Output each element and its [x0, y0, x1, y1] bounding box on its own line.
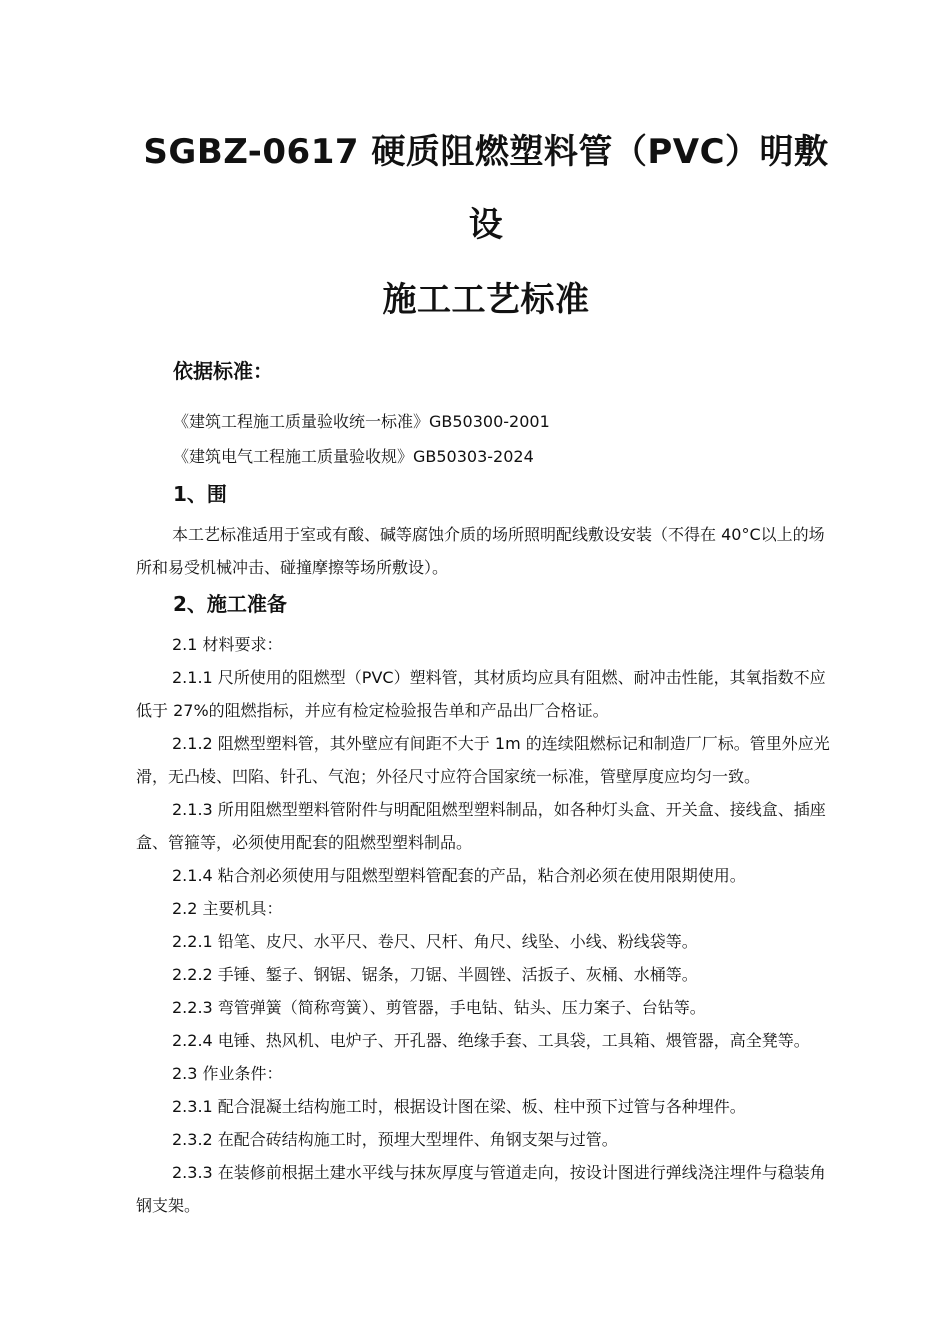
document-title-line-1: SGBZ-0617 硬质阻燃塑料管（PVC）明敷 [143, 132, 829, 172]
paragraph-2-2-3: 2.2.3 弯管弹簧（简称弯簧）、剪管器，手电钻、钻头、压力案子、台钻等。 [172, 998, 706, 1017]
basis-standard-2: 《建筑电气工程施工质量验收规》GB50303-2024 [173, 447, 534, 466]
paragraph-2-2-4: 2.2.4 电锤、热风机、电炉子、开孔器、绝缘手套、工具袋，工具箱、煨管器，高全凳等。 [172, 1031, 810, 1050]
document-title-line-3: 施工工艺标准 [382, 280, 590, 320]
paragraph-2-2: 2.2 主要机具： [172, 899, 283, 918]
document-title-line-2: 设 [468, 205, 504, 245]
paragraph-2-3-1: 2.3.1 配合混凝土结构施工时，根据设计图在梁、板、柱中预下过管与各种埋件。 [172, 1097, 746, 1116]
paragraph-2-1-2: 2.1.2 阻燃型塑料管，其外壁应有间距不大于 1m 的连续阻燃标记和制造厂厂标。管里外应光滑，无凸棱、凹陷、针孔、气泡；外径尺寸应符合国家统一标准，管壁厚度应均匀一致。 [136, 734, 830, 786]
section-2-heading: 2、施工准备 [173, 592, 287, 616]
paragraph-2-3: 2.3 作业条件： [172, 1064, 283, 1083]
basis-heading: 依据标准： [173, 359, 273, 383]
paragraph-2-1-1: 2.1.1 尺所使用的阻燃型（PVC）塑料管，其材质均应具有阻燃、耐冲击性能，其氧指数不应低于 27%的阻燃指标，并应有检定检验报告单和产品出厂合格证。 [136, 668, 826, 720]
paragraph-2-1: 2.1 材料要求： [172, 635, 283, 654]
basis-standard-1: 《建筑工程施工质量验收统一标准》GB50300-2001 [173, 412, 550, 431]
paragraph-2-1-3: 2.1.3 所用阻燃型塑料管附件与明配阻燃型塑料制品，如各种灯头盒、开关盒、接线盒、插座盒、管箍等，必须使用配套的阻燃型塑料制品。 [136, 800, 826, 852]
paragraph-2-3-3: 2.3.3 在装修前根据土建水平线与抹灰厚度与管道走向，按设计图进行弹线浇注埋件与稳装角钢支架。 [136, 1163, 826, 1215]
section-1-paragraph: 本工艺标准适用于室或有酸、碱等腐蚀介质的场所照明配线敷设安装（不得在 40°C以上的场所和易受机械冲击、碰撞摩擦等场所敷设）。 [136, 525, 825, 577]
paragraph-2-2-1: 2.2.1 铅笔、皮尺、水平尺、卷尺、尺杆、角尺、线坠、小线、粉线袋等。 [172, 932, 698, 951]
paragraph-2-3-2: 2.3.2 在配合砖结构施工时，预埋大型埋件、角钢支架与过管。 [172, 1130, 618, 1149]
paragraph-2-2-2: 2.2.2 手锤、錾子、钢锯、锯条，刀锯、半圆锉、活扳子、灰桶、水桶等。 [172, 965, 698, 984]
paragraph-2-1-4: 2.1.4 粘合剂必须使用与阻燃型塑料管配套的产品，粘合剂必须在使用限期使用。 [172, 866, 746, 885]
section-1-heading: 1、围 [173, 482, 227, 506]
